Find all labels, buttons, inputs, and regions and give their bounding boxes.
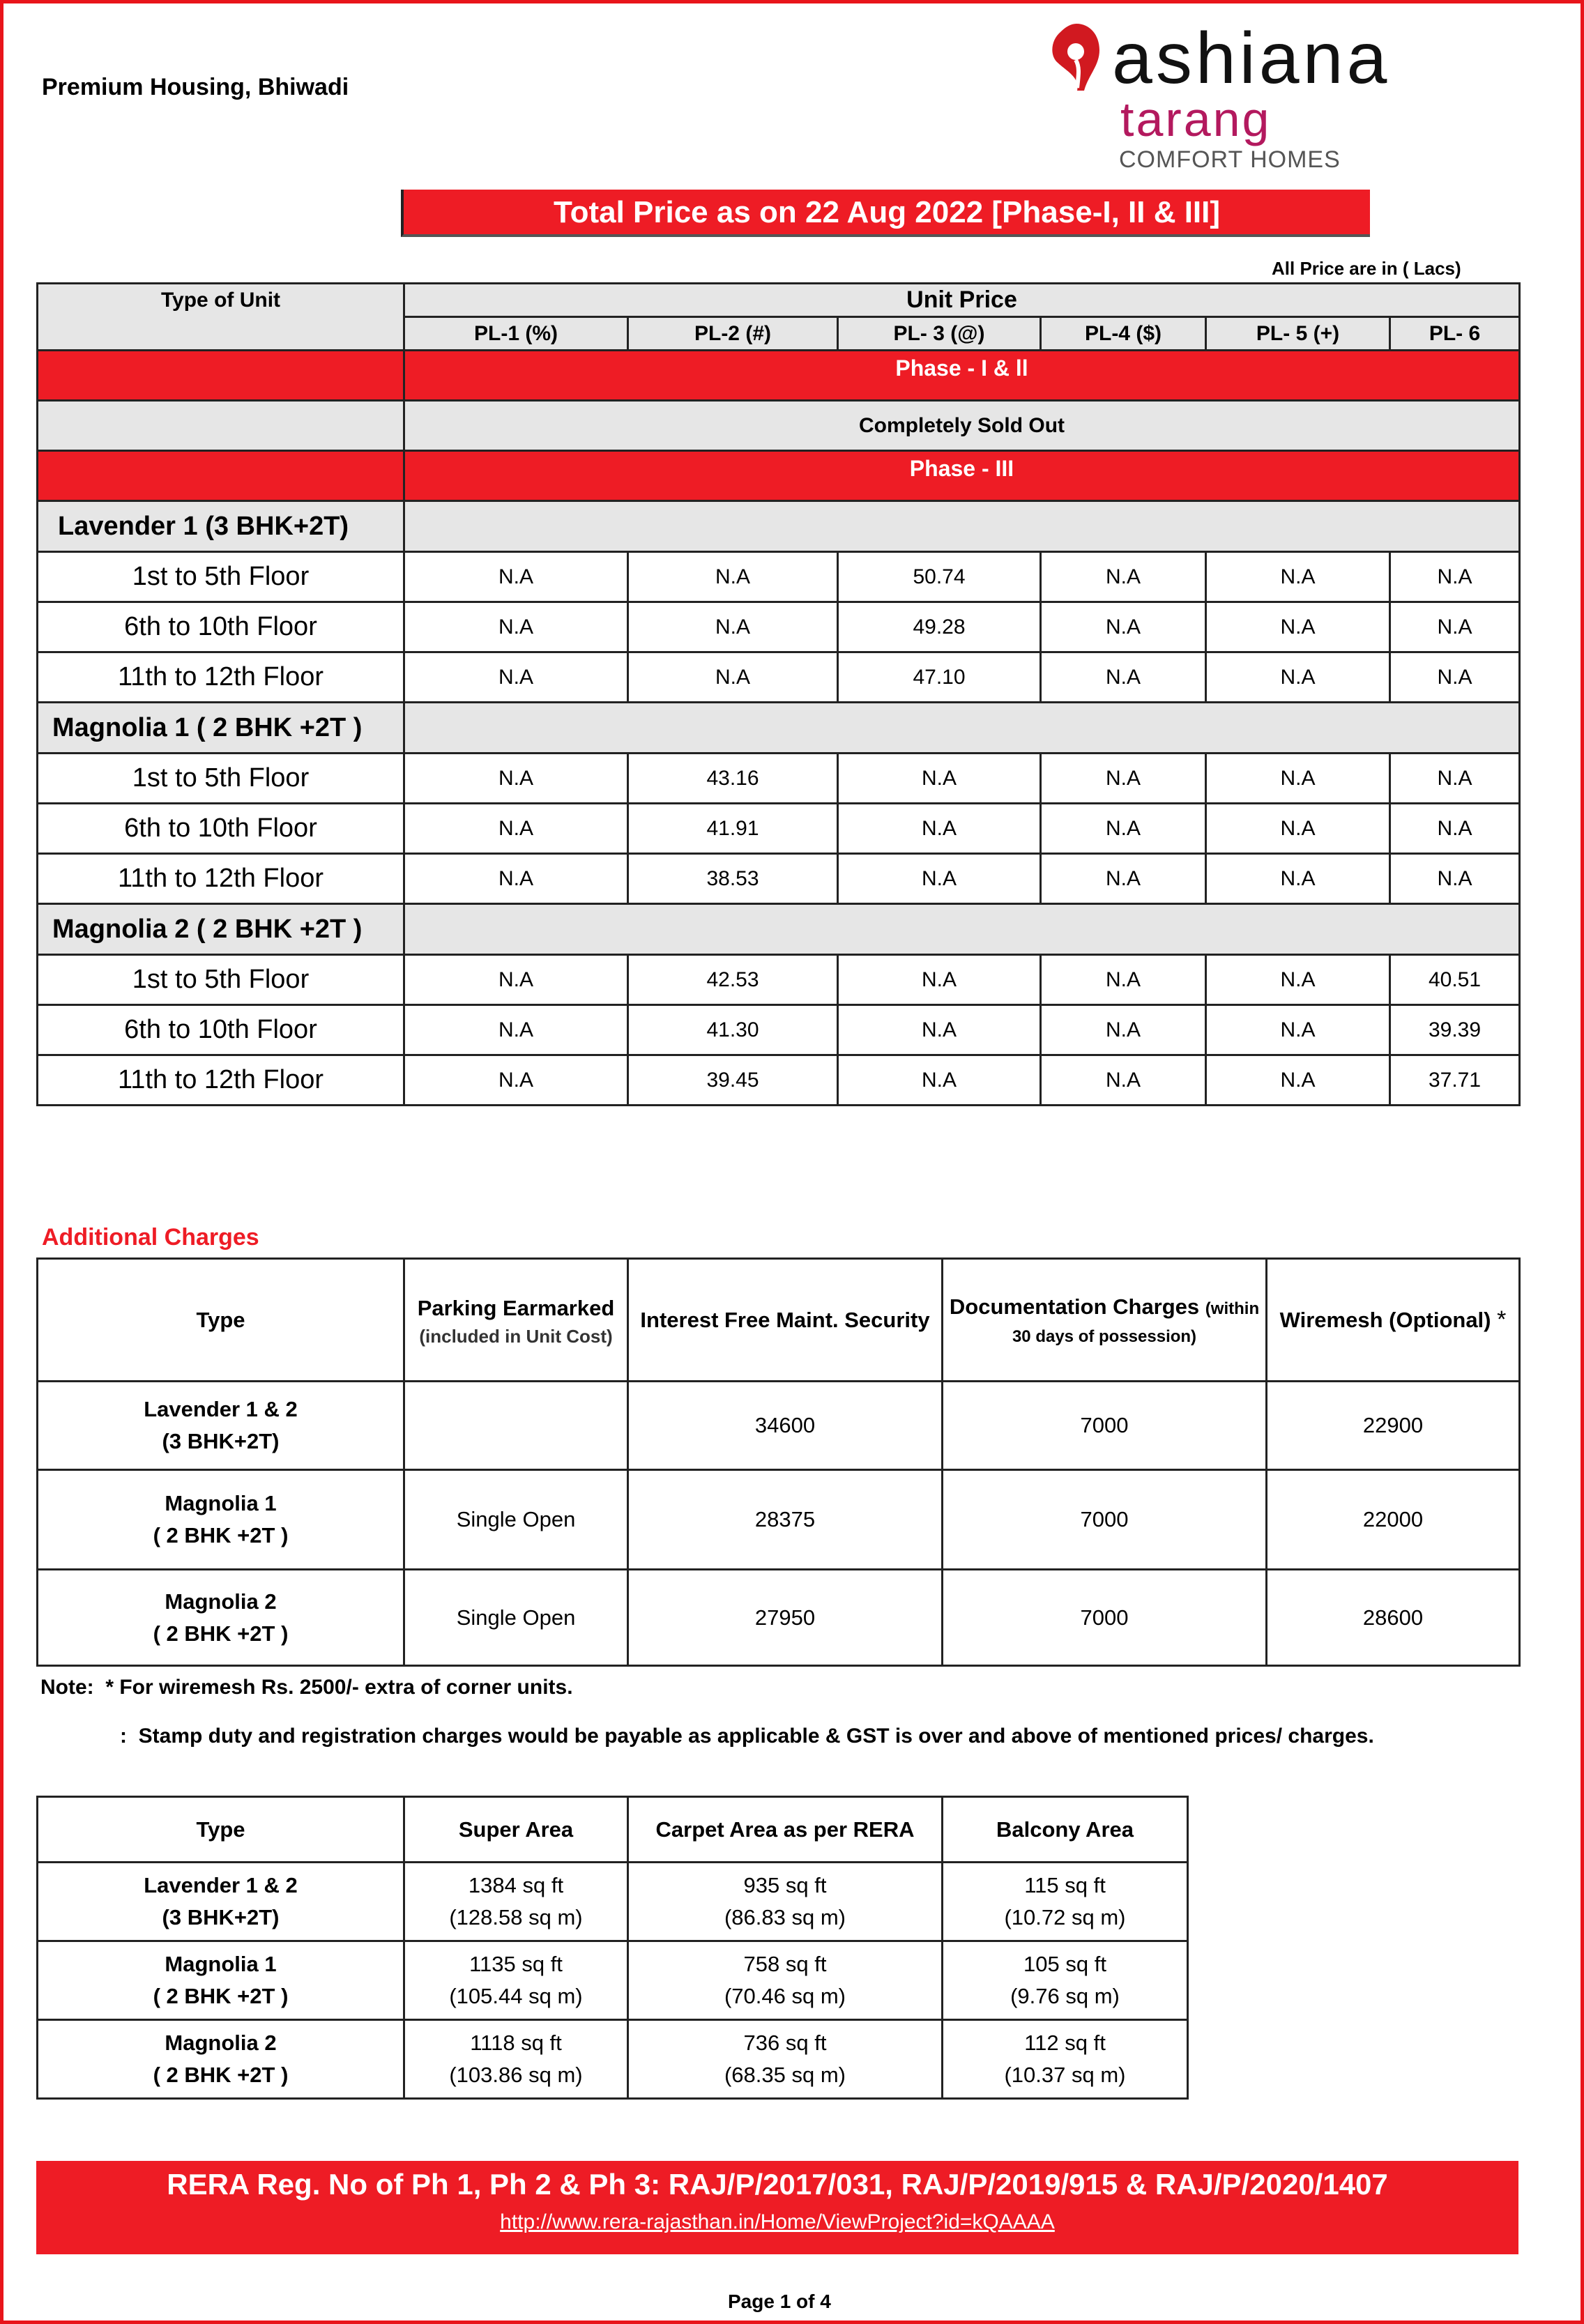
price-cell: N.A <box>404 1055 628 1106</box>
logo-sub: tarang <box>1120 92 1272 146</box>
price-cell: 38.53 <box>628 854 838 904</box>
type-config: ( 2 BHK +2T ) <box>153 1523 289 1547</box>
area-sqm: (68.35 sq m) <box>724 2063 846 2087</box>
phase12-label: Phase - I & ll <box>404 351 1520 401</box>
charges-type-cell <box>38 1570 404 1666</box>
column-header: PL- 6 <box>1390 317 1520 351</box>
super-area-cell <box>404 1941 628 2020</box>
balcony-area-header: Balcony Area <box>943 1797 1188 1863</box>
column-header: PL- 3 (@) <box>838 317 1041 351</box>
price-cell: N.A <box>1390 652 1520 703</box>
price-cell: N.A <box>404 854 628 904</box>
price-cell: N.A <box>1390 602 1520 652</box>
table-row <box>38 552 1520 602</box>
area-sqft: 1118 sq ft <box>470 2031 562 2055</box>
additional-charges-title: Additional Charges <box>42 1224 259 1251</box>
area-sqft: 1384 sq ft <box>468 1873 564 1897</box>
parking-cell: Single Open <box>404 1570 628 1666</box>
area-sqft: 112 sq ft <box>1024 2031 1106 2055</box>
type-name: Lavender 1 & 2 <box>144 1873 298 1897</box>
parking-cell <box>404 1382 628 1470</box>
price-cell: N.A <box>838 955 1041 1005</box>
page-subtitle: Premium Housing, Bhiwadi <box>42 74 349 100</box>
area-sqft: 736 sq ft <box>743 2031 827 2055</box>
price-cell: 50.74 <box>838 552 1041 602</box>
maint-cell: 28375 <box>628 1470 943 1570</box>
type-config: ( 2 BHK +2T ) <box>153 1621 289 1646</box>
type-config: ( 2 BHK +2T ) <box>153 1984 289 2008</box>
column-header: PL-4 ($) <box>1041 317 1206 351</box>
price-cell: 43.16 <box>628 754 838 804</box>
price-cell: N.A <box>1041 804 1206 854</box>
price-cell: N.A <box>1041 754 1206 804</box>
floor-label: 11th to 12th Floor <box>38 854 404 904</box>
price-cell: N.A <box>1390 552 1520 602</box>
unit-group-name: Magnolia 1 ( 2 BHK +2T ) <box>38 703 404 754</box>
price-cell: N.A <box>1041 552 1206 602</box>
price-cell: N.A <box>404 552 628 602</box>
table-row <box>38 1941 1188 2020</box>
table-row <box>38 1005 1520 1055</box>
super-area-header: Super Area <box>404 1797 628 1863</box>
table-row <box>38 804 1520 854</box>
price-cell: N.A <box>628 602 838 652</box>
price-cell: 40.51 <box>1390 955 1520 1005</box>
area-sqm: (86.83 sq m) <box>724 1905 846 1929</box>
price-cell: N.A <box>1206 1005 1390 1055</box>
price-cell: N.A <box>838 1055 1041 1106</box>
price-cell: N.A <box>1390 804 1520 854</box>
carpet-area-cell <box>628 2020 943 2099</box>
type-name: Lavender 1 & 2 <box>144 1397 298 1421</box>
price-cell: 39.39 <box>1390 1005 1520 1055</box>
price-cell: 49.28 <box>838 602 1041 652</box>
area-type-cell <box>38 1863 404 1941</box>
table-row <box>38 854 1520 904</box>
table-row <box>38 652 1520 703</box>
price-cell: 47.10 <box>838 652 1041 703</box>
price-cell: N.A <box>1206 854 1390 904</box>
price-cell: N.A <box>404 1005 628 1055</box>
doc-cell: 7000 <box>943 1570 1267 1666</box>
table-row <box>38 754 1520 804</box>
wiremesh-header-label: Wiremesh (Optional) <box>1279 1308 1491 1332</box>
rera-link[interactable]: http://www.rera-rajasthan.in/Home/ViewProject?id=kQAAAA <box>500 2210 1055 2233</box>
floor-label: 11th to 12th Floor <box>38 1055 404 1106</box>
maint-cell: 27950 <box>628 1570 943 1666</box>
logo-wordmark: ashiana <box>1112 18 1391 99</box>
price-cell: N.A <box>628 652 838 703</box>
documentation-note-b: 30 days of possession) <box>1012 1327 1197 1346</box>
area-sqft: 1135 sq ft <box>469 1952 563 1976</box>
group-spacer <box>404 904 1520 955</box>
price-cell: N.A <box>404 804 628 854</box>
super-area-cell <box>404 1863 628 1941</box>
floor-label: 6th to 10th Floor <box>38 804 404 854</box>
column-header: PL- 5 (+) <box>1206 317 1390 351</box>
carpet-area-header: Carpet Area as per RERA <box>628 1797 943 1863</box>
charges-type-header: Type <box>38 1259 404 1382</box>
price-cell: N.A <box>1206 754 1390 804</box>
wiremesh-cell: 22000 <box>1267 1470 1520 1570</box>
area-table <box>36 1796 1189 2100</box>
wiremesh-cell: 22900 <box>1267 1382 1520 1470</box>
area-type-cell <box>38 1941 404 2020</box>
area-sqft: 105 sq ft <box>1023 1952 1106 1976</box>
maint-security-header: Interest Free Maint. Security <box>628 1259 943 1382</box>
wiremesh-star: * <box>1497 1306 1507 1333</box>
type-name: Magnolia 2 <box>165 2031 277 2055</box>
unit-price-header: Unit Price <box>404 284 1520 317</box>
table-row <box>38 1382 1520 1470</box>
balcony-area-cell <box>943 1941 1188 2020</box>
area-sqft: 935 sq ft <box>743 1873 827 1897</box>
balcony-area-cell <box>943 2020 1188 2099</box>
page-number: Page 1 of 4 <box>728 2291 831 2312</box>
price-cell: N.A <box>1206 652 1390 703</box>
type-name: Magnolia 2 <box>165 1589 277 1614</box>
rera-footer <box>36 2161 1518 2254</box>
area-sqm: (105.44 sq m) <box>449 1984 583 2008</box>
price-title-bar: Total Price as on 22 Aug 2022 [Phase-I, II & III] <box>401 190 1370 237</box>
column-header: PL-1 (%) <box>404 317 628 351</box>
documentation-header <box>943 1259 1267 1382</box>
price-table <box>36 282 1521 1106</box>
documentation-header-label: Documentation Charges <box>949 1294 1200 1319</box>
type-name: Magnolia 1 <box>165 1952 277 1976</box>
rera-registration: RERA Reg. No of Ph 1, Ph 2 & Ph 3: RAJ/P/2017/031, RAJ/P/2019/915 & RAJ/P/2020/1407 <box>167 2168 1388 2201</box>
type-config: (3 BHK+2T) <box>162 1905 280 1929</box>
documentation-note-a: (within <box>1205 1299 1260 1318</box>
price-cell: N.A <box>1206 602 1390 652</box>
price-cell: N.A <box>1206 1055 1390 1106</box>
column-header: PL-2 (#) <box>628 317 838 351</box>
table-row <box>38 955 1520 1005</box>
type-of-unit-header: Type of Unit <box>38 284 404 351</box>
price-cell: N.A <box>838 1005 1041 1055</box>
doc-cell: 7000 <box>943 1382 1267 1470</box>
carpet-area-cell <box>628 1941 943 2020</box>
type-config: ( 2 BHK +2T ) <box>153 2063 289 2087</box>
balcony-area-cell <box>943 1863 1188 1941</box>
area-sqm: (128.58 sq m) <box>449 1905 583 1929</box>
price-cell: N.A <box>838 804 1041 854</box>
floor-label: 6th to 10th Floor <box>38 602 404 652</box>
doc-cell: 7000 <box>943 1470 1267 1570</box>
price-cell: 41.91 <box>628 804 838 854</box>
charges-type-cell <box>38 1470 404 1570</box>
parking-header-note: (included in Unit Cost) <box>419 1325 613 1347</box>
price-cell: N.A <box>1041 602 1206 652</box>
wiremesh-header <box>1267 1259 1520 1382</box>
price-cell: N.A <box>404 652 628 703</box>
price-cell: 39.45 <box>628 1055 838 1106</box>
price-cell: N.A <box>1390 754 1520 804</box>
table-row <box>38 602 1520 652</box>
additional-charges-table <box>36 1257 1521 1667</box>
sold-out-label: Completely Sold Out <box>404 401 1520 451</box>
price-cell: N.A <box>1390 854 1520 904</box>
type-name: Magnolia 1 <box>165 1491 277 1515</box>
parking-header <box>404 1259 628 1382</box>
table-row <box>38 1470 1520 1570</box>
price-cell: N.A <box>838 754 1041 804</box>
phase12-spacer <box>38 351 404 401</box>
price-cell: 42.53 <box>628 955 838 1005</box>
parking-header-label: Parking Earmarked <box>417 1295 615 1320</box>
unit-note: All Price are in ( Lacs) <box>1272 258 1461 279</box>
table-row <box>38 1055 1520 1106</box>
wiremesh-cell: 28600 <box>1267 1570 1520 1666</box>
price-cell: N.A <box>1041 854 1206 904</box>
area-sqm: (10.72 sq m) <box>1004 1905 1126 1929</box>
table-row <box>38 1863 1188 1941</box>
area-sqm: (9.76 sq m) <box>1010 1984 1120 2008</box>
price-cell: N.A <box>404 602 628 652</box>
phase3-label: Phase - III <box>404 451 1520 501</box>
logo-tagline: COMFORT HOMES <box>1119 146 1341 173</box>
maint-cell: 34600 <box>628 1382 943 1470</box>
price-cell: N.A <box>1041 1005 1206 1055</box>
group-spacer <box>404 703 1520 754</box>
area-type-cell <box>38 2020 404 2099</box>
price-cell: N.A <box>628 552 838 602</box>
price-cell: N.A <box>1206 552 1390 602</box>
price-cell: N.A <box>1041 955 1206 1005</box>
area-sqm: (103.86 sq m) <box>449 2063 583 2087</box>
parking-cell: Single Open <box>404 1470 628 1570</box>
area-sqft: 758 sq ft <box>743 1952 827 1976</box>
floor-label: 1st to 5th Floor <box>38 754 404 804</box>
area-sqm: (70.46 sq m) <box>724 1984 846 2008</box>
price-cell: N.A <box>1041 1055 1206 1106</box>
floor-label: 1st to 5th Floor <box>38 955 404 1005</box>
price-cell: 41.30 <box>628 1005 838 1055</box>
group-spacer <box>404 501 1520 552</box>
note-wiremesh: Note: * For wiremesh Rs. 2500/- extra of corner units. <box>40 1676 573 1699</box>
price-cell: N.A <box>1206 804 1390 854</box>
sold-out-spacer <box>38 401 404 451</box>
phase3-spacer <box>38 451 404 501</box>
area-sqm: (10.37 sq m) <box>1004 2063 1126 2087</box>
floor-label: 6th to 10th Floor <box>38 1005 404 1055</box>
area-sqft: 115 sq ft <box>1024 1873 1106 1897</box>
price-cell: N.A <box>404 955 628 1005</box>
floor-label: 1st to 5th Floor <box>38 552 404 602</box>
area-type-header: Type <box>38 1797 404 1863</box>
super-area-cell <box>404 2020 628 2099</box>
note-stamp-duty: : Stamp duty and registration charges would be payable as applicable & GST is over and above of mentioned prices/ charges. <box>120 1725 1374 1748</box>
floor-label: 11th to 12th Floor <box>38 652 404 703</box>
ashiana-logo <box>1049 17 1495 173</box>
logo-mark-icon <box>1049 21 1104 93</box>
table-row <box>38 1570 1520 1666</box>
carpet-area-cell <box>628 1863 943 1941</box>
table-row <box>38 2020 1188 2099</box>
price-cell: 37.71 <box>1390 1055 1520 1106</box>
charges-type-cell <box>38 1382 404 1470</box>
price-cell: N.A <box>1041 652 1206 703</box>
unit-group-name: Lavender 1 (3 BHK+2T) <box>38 501 404 552</box>
price-cell: N.A <box>1206 955 1390 1005</box>
price-cell: N.A <box>838 854 1041 904</box>
type-config: (3 BHK+2T) <box>162 1429 280 1453</box>
unit-group-name: Magnolia 2 ( 2 BHK +2T ) <box>38 904 404 955</box>
price-cell: N.A <box>404 754 628 804</box>
